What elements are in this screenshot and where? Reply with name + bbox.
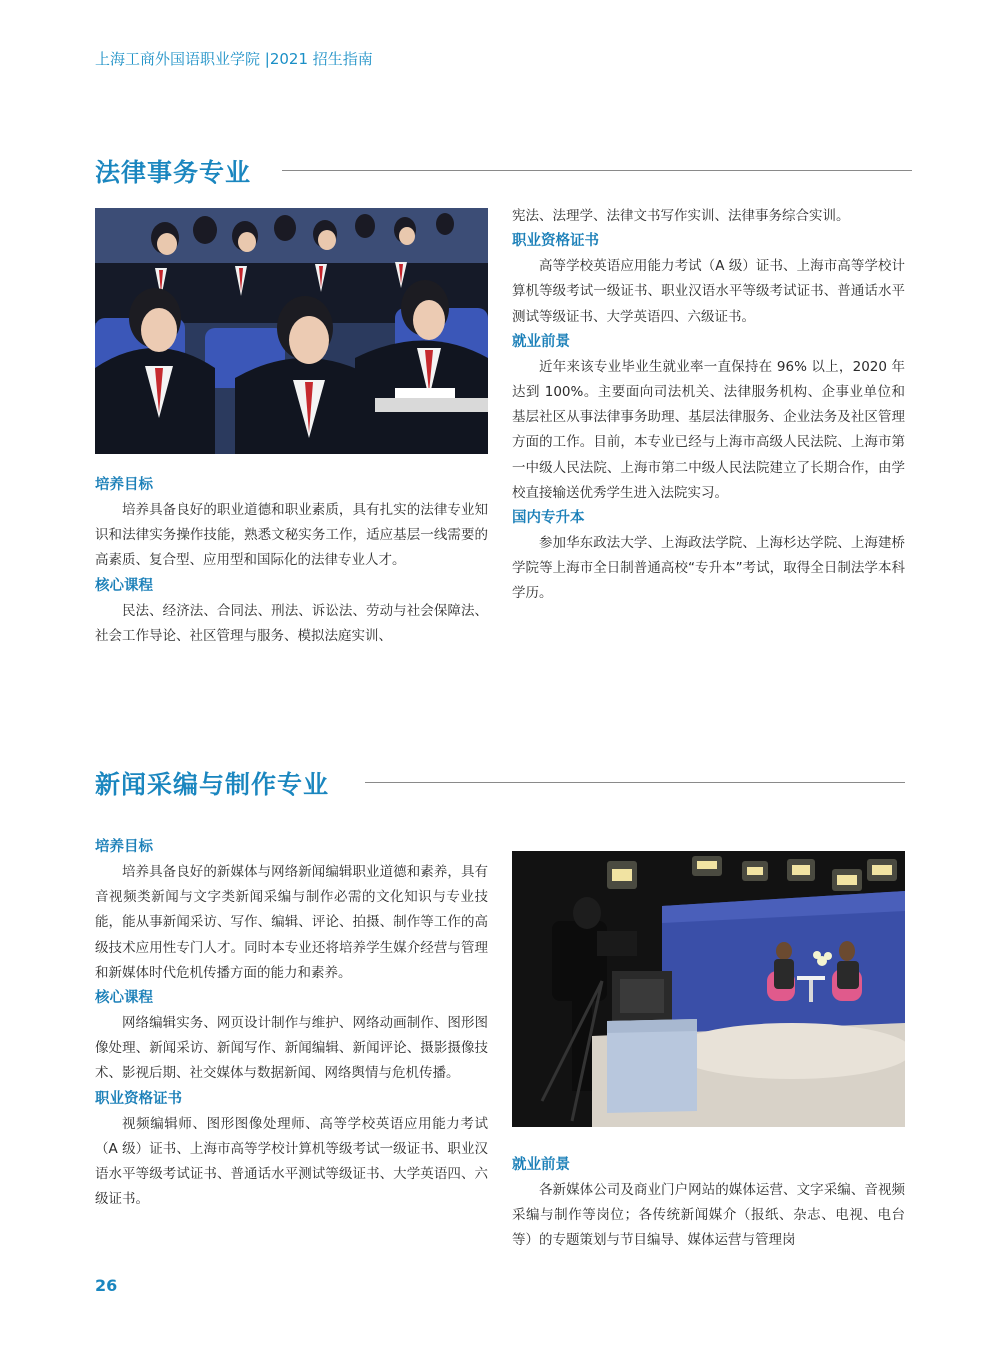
section2-title: 新闻采编与制作专业 xyxy=(95,770,330,799)
section1-cert-heading: 职业资格证书 xyxy=(512,233,599,250)
section1-title: 法律事务专业 xyxy=(95,158,252,187)
section2-right-column xyxy=(512,1153,905,1254)
section1-courses-text: 民法、经济法、合同法、刑法、诉讼法、劳动与社会保障法、社会工作导论、社区管理与服务、模拟法庭实训、 xyxy=(95,602,488,644)
section1-courses-continuation: 宪法、法理学、法律文书写作实训、法律事务综合实训。 xyxy=(512,208,850,224)
classroom-photo xyxy=(95,208,488,454)
page-number: 26 xyxy=(95,1276,118,1295)
section2-courses-text: 网络编辑实务、网页设计制作与维护、网络动画制作、图形图像处理、新闻采访、新闻写作、新闻编辑、新闻评论、摄影摄像技术、影视后期、社交媒体与数据新闻、网络舆情与危机传播。 xyxy=(95,1015,488,1082)
section1-cert-text: 高等学校英语应用能力考试（A 级）证书、上海市高等学校计算机等级考试一级证书、职业汉语水平等级考试证书、普通话水平测试等级证书、大学英语四、六级证书。 xyxy=(512,258,905,325)
section2-training-text: 培养具备良好的新媒体与网络新闻编辑职业道德和素养，具有音视频类新闻与文字类新闻采编与制作必需的文化知识与专业技能，能从事新闻采访、写作、编辑、评论、拍摄、制作等工作的高级技术应用性专门人才。同时本专业还将培养学生媒介经营与管理和新媒体时代危机传播方面的能力和素养。 xyxy=(95,864,488,981)
section2-training-heading: 培养目标 xyxy=(95,839,153,855)
section1-upgrade-text: 参加华东政法大学、上海政法学院、上海杉达学院、上海建桥学院等上海市全日制普通高校“专升本”考试，取得全日制法学本科学历。 xyxy=(512,535,905,602)
section1-courses-heading: 核心课程 xyxy=(95,577,153,594)
section1-training-heading: 培养目标 xyxy=(95,477,153,493)
section2-employment-heading: 就业前景 xyxy=(512,1157,570,1173)
header-title: 上海工商外国语职业学院 |2021 招生指南 xyxy=(95,50,373,68)
section1-upgrade-heading: 国内专升本 xyxy=(512,510,585,527)
section1-left-column xyxy=(95,473,488,649)
section1-training-text: 培养具备良好的职业道德和职业素质，具有扎实的法律专业知识和法律实务操作技能，熟悉文秘实务工作，适应基层一线需要的高素质、复合型、应用型和国际化的法律专业人才。 xyxy=(95,502,488,569)
section2-courses-heading: 核心课程 xyxy=(95,990,153,1007)
section2-cert-text: 视频编辑师、图形图像处理师、高等学校英语应用能力考试（A 级）证书、上海市高等学校计算机等级考试一级证书、职业汉语水平等级考试证书、普通话水平测试等级证书、大学英语四、六级证书。 xyxy=(95,1115,488,1208)
section2-rule xyxy=(365,782,905,783)
section1-employment-text: 近年来该专业毕业生就业率一直保持在 96% 以上，2020 年达到 100%。主要面向司法机关、法律服务机构、企事业单位和基层社区从事法律事务助理、基层法律服务、企业法务及社区管理方面的工作。目前，本专业已经与上海市高级人民法院、上海市第一中级人民法院、上海市第二中级人民法院建立了长期合作，由学校直接输送优秀学生进入法院实习。 xyxy=(512,358,905,501)
section1-employment-heading: 就业前景 xyxy=(512,333,570,350)
section1-right-column xyxy=(512,204,905,607)
tv-studio-photo xyxy=(512,851,905,1127)
section1-rule xyxy=(282,170,912,171)
section2-cert-heading: 职业资格证书 xyxy=(95,1090,182,1107)
section2-employment-text: 各新媒体公司及商业门户网站的媒体运营、文字采编、音视频采编与制作等岗位；各传统新闻媒介（报纸、杂志、电视、电台等）的专题策划与节目编导、媒体运营与管理岗 xyxy=(512,1182,905,1249)
section2-left-column xyxy=(95,835,488,1212)
